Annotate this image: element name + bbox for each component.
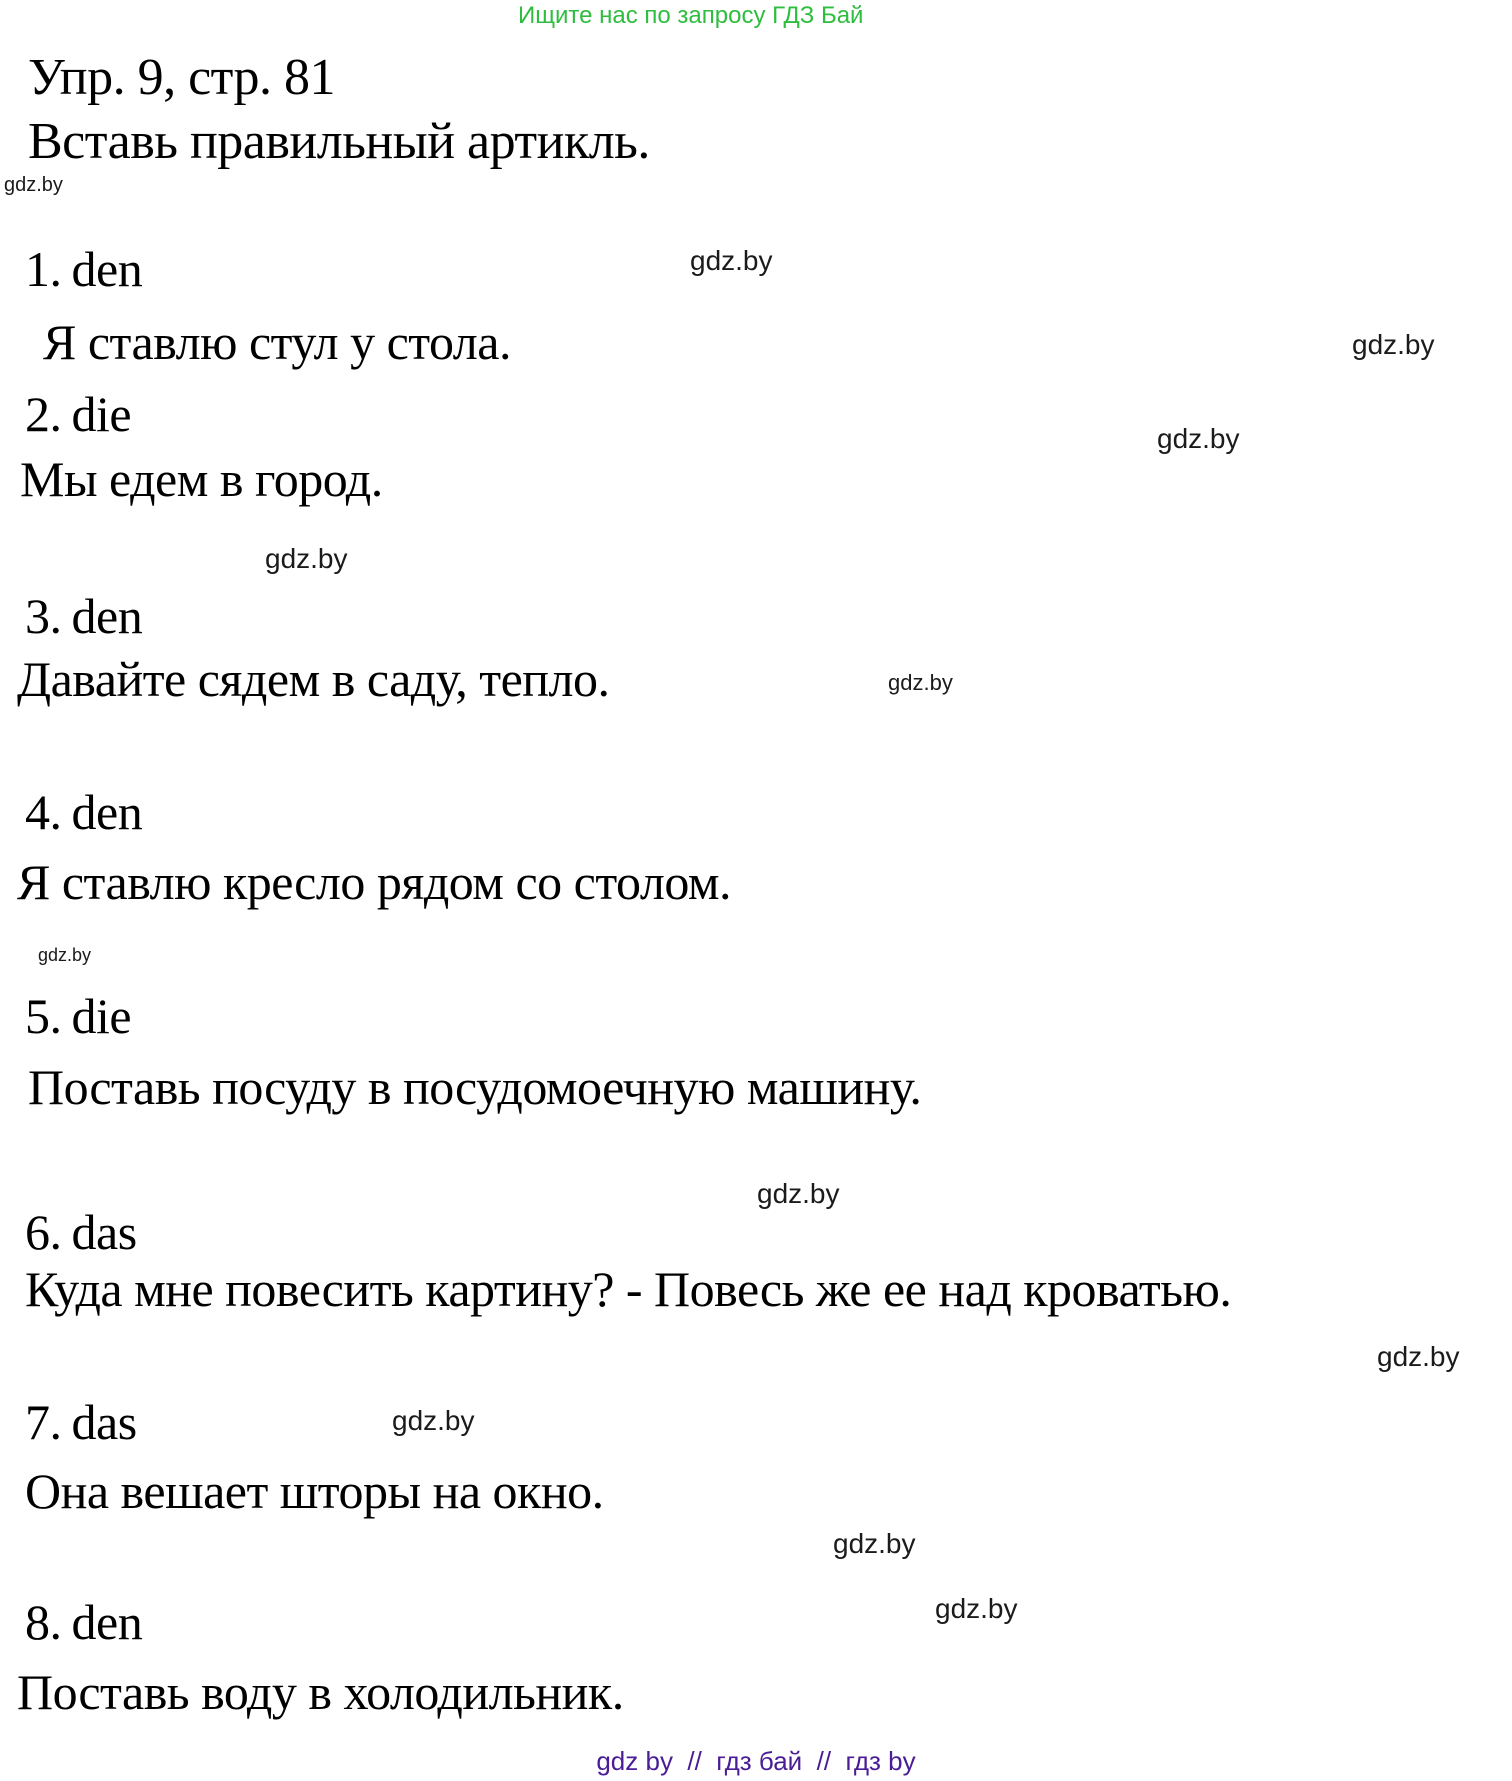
- item-answer: [25, 1593, 142, 1651]
- item-number: 2.: [25, 386, 62, 442]
- item-translation: Поставь посуду в посудомоечную машину.: [28, 1059, 922, 1115]
- item-number: 7.: [25, 1394, 62, 1450]
- item-answer: [25, 987, 131, 1045]
- item-article: die: [71, 386, 132, 442]
- gdz-watermark: gdz.by: [38, 945, 92, 965]
- item-translation: Я ставлю стул у стола.: [43, 314, 511, 370]
- item-number: 4.: [25, 784, 62, 840]
- gdz-watermark: gdz.by: [1157, 423, 1240, 454]
- gdz-watermark: gdz.by: [833, 1528, 916, 1559]
- promo-banner: Ищите нас по запросу ГДЗ Бай: [518, 2, 864, 29]
- item-number: 6.: [25, 1204, 62, 1260]
- item-number: 1.: [25, 241, 62, 297]
- gdz-watermark: gdz.by: [1352, 329, 1435, 360]
- item-article: das: [71, 1394, 137, 1450]
- item-answer: [25, 783, 142, 841]
- item-article: das: [71, 1204, 137, 1260]
- item-translation: Она вешает шторы на окно.: [25, 1463, 604, 1519]
- item-article: den: [71, 588, 143, 644]
- item-answer: [25, 385, 131, 443]
- item-article: den: [71, 784, 143, 840]
- footer-watermark: gdz by // гдз бай // гдз by: [596, 1746, 916, 1776]
- gdz-watermark: gdz.by: [1377, 1341, 1460, 1372]
- item-number: 3.: [25, 588, 62, 644]
- item-translation: Мы едем в город.: [20, 451, 383, 507]
- item-answer: [25, 1203, 137, 1261]
- exercise-title: Упр. 9, стр. 81: [28, 49, 336, 106]
- gdz-watermark: gdz.by: [690, 245, 773, 276]
- item-article: den: [71, 241, 143, 297]
- item-translation: Куда мне повесить картину? - Повесь же ее над кроватью.: [25, 1261, 1232, 1317]
- item-number: 5.: [25, 988, 62, 1044]
- gdz-watermark: gdz.by: [935, 1593, 1018, 1624]
- task-instruction: Вставь правильный артикль.: [28, 113, 650, 170]
- gdz-watermark: gdz.by: [888, 670, 953, 695]
- item-article: die: [71, 988, 132, 1044]
- item-number: 8.: [25, 1594, 62, 1650]
- gdz-watermark: gdz.by: [392, 1405, 475, 1436]
- item-article: den: [71, 1594, 143, 1650]
- item-translation: Я ставлю кресло рядом со столом.: [17, 854, 732, 910]
- gdz-watermark: gdz.by: [4, 174, 63, 196]
- item-answer: [25, 1393, 137, 1451]
- item-answer: [25, 240, 142, 298]
- item-translation: Давайте сядем в саду, тепло.: [17, 651, 610, 707]
- item-answer: [25, 587, 142, 645]
- gdz-watermark: gdz.by: [757, 1178, 840, 1209]
- item-translation: Поставь воду в холодильник.: [17, 1664, 624, 1720]
- gdz-watermark: gdz.by: [265, 543, 348, 574]
